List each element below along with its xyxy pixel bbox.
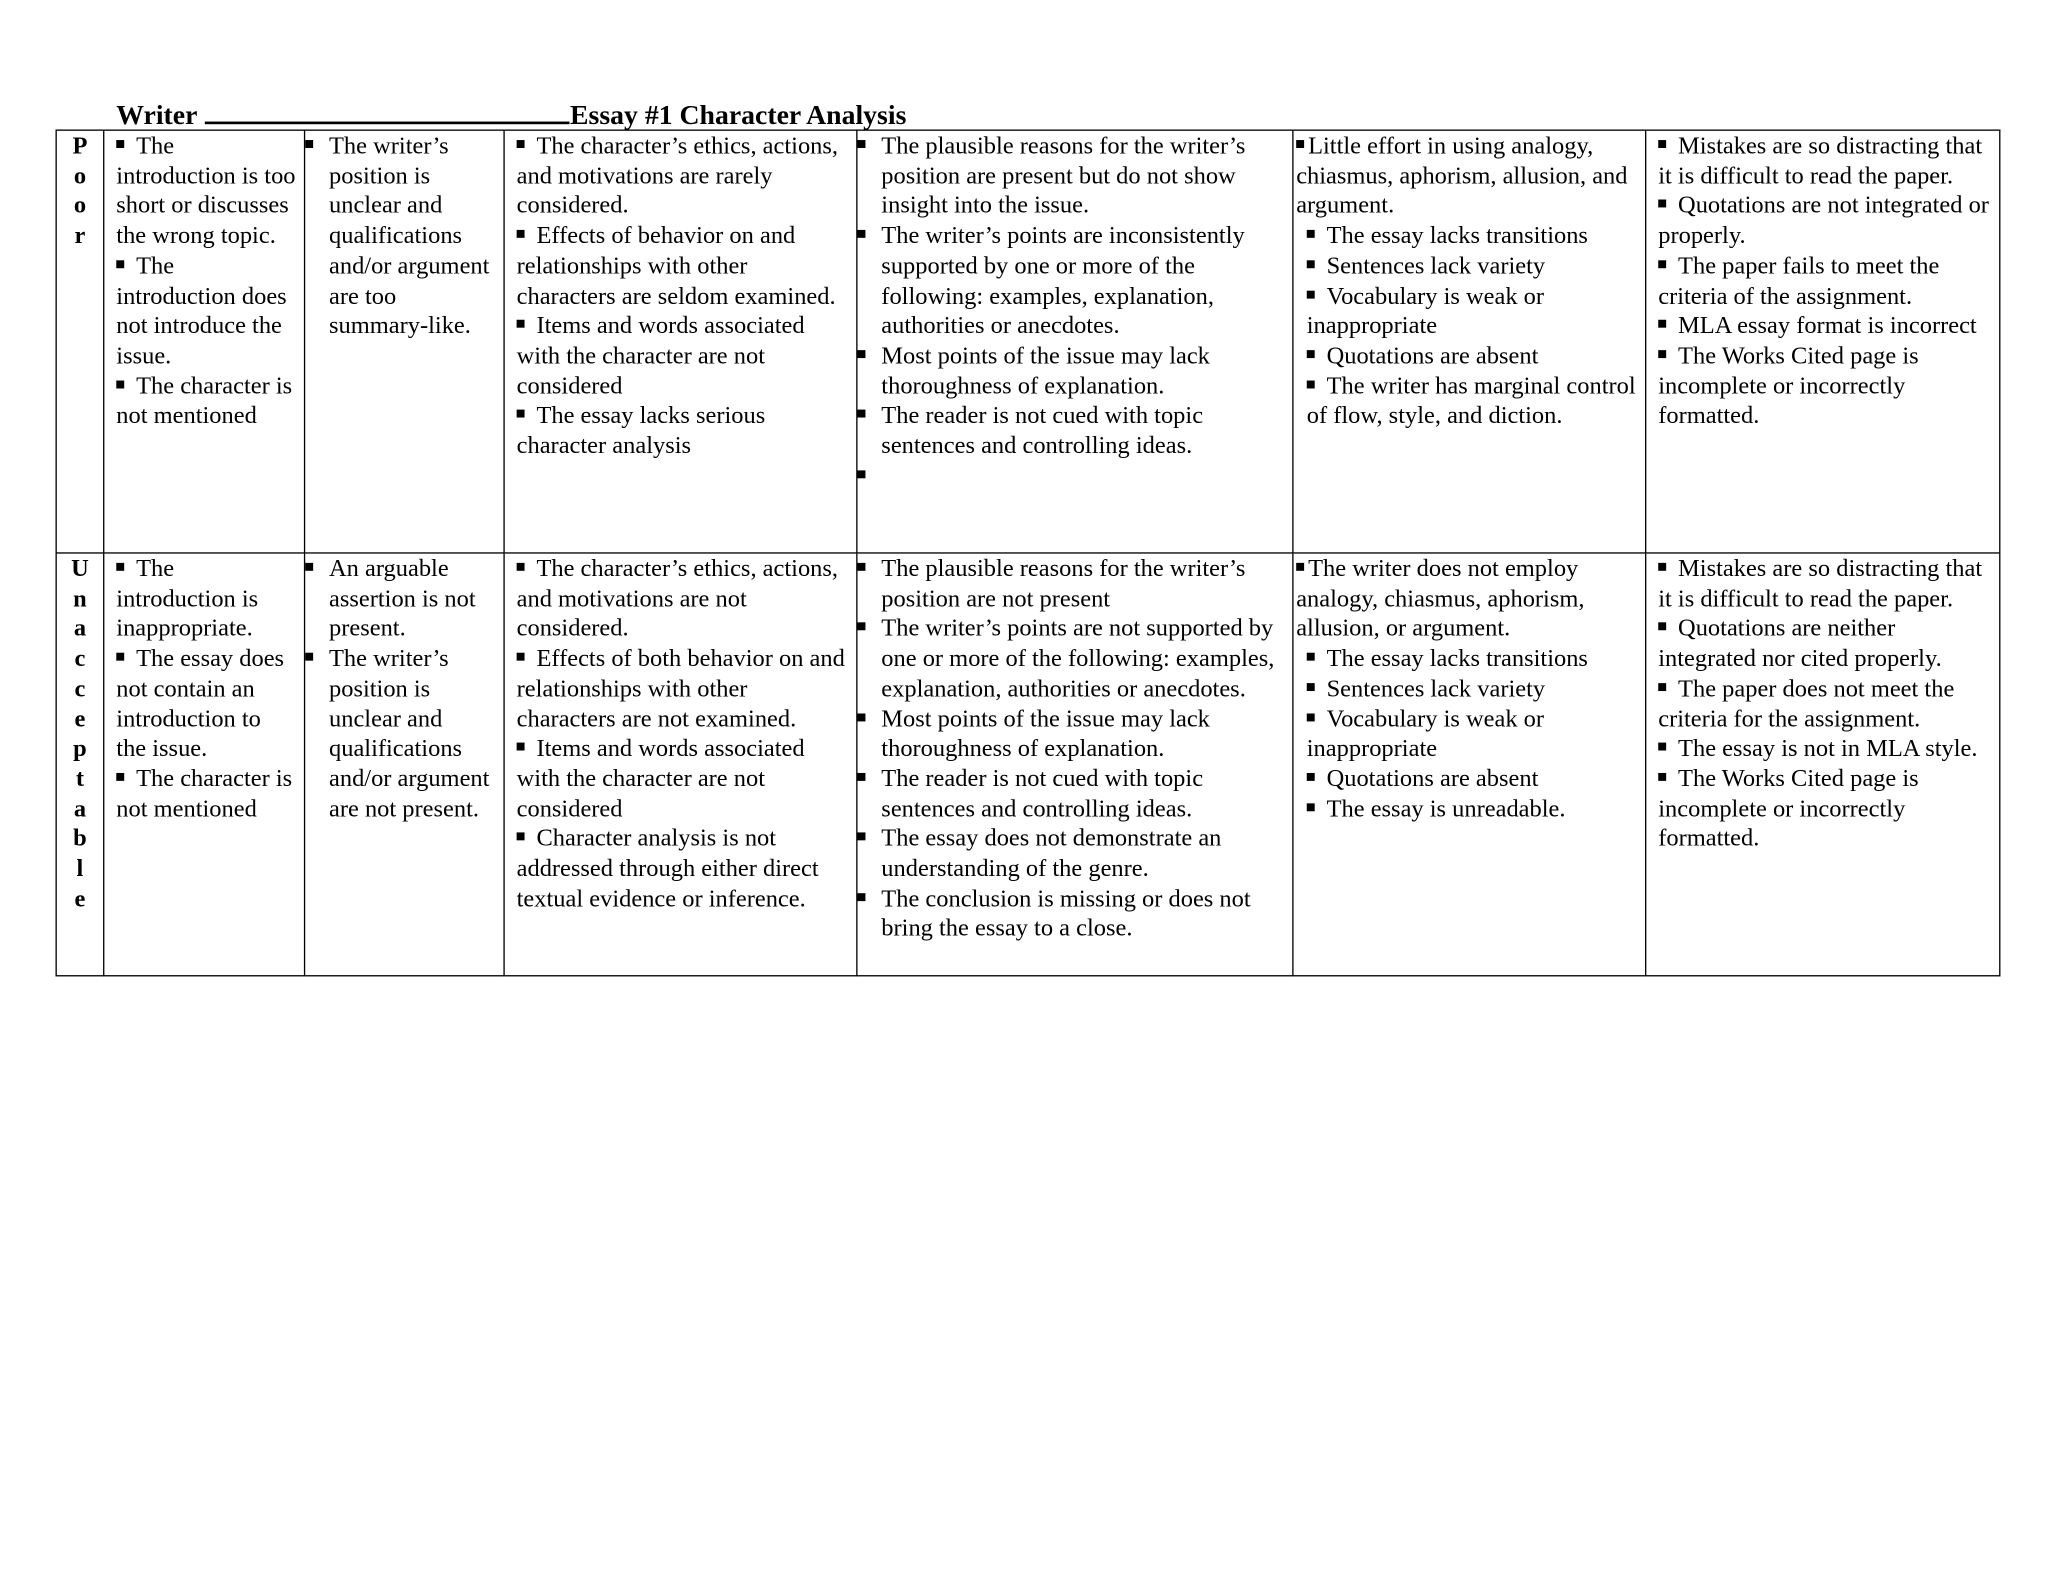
bullet-square-icon [1307,380,1315,388]
bullet-square-icon [1658,200,1666,208]
bullet-square-icon [858,410,866,418]
criterion-item: The character’s ethics, actions, and motivations are rarely considered. [516,133,839,220]
criterion-item: The essay is unreadable. [1296,795,1637,825]
criterion-item: The essay lacks transitions [1296,645,1637,675]
rubric-row-poor [56,130,2000,553]
cell-support [857,553,1293,976]
bullet-square-icon [517,230,525,238]
rubric-header [116,98,906,131]
bullet-square-icon [858,470,866,478]
level-letter: a [73,616,87,643]
criterion-item: The Works Cited page is incomplete or incorrectly formatted. [1658,766,1919,853]
criterion-item: Quotations are absent [1296,765,1637,795]
bullet-square-icon [1658,743,1666,751]
bullet-square-icon [517,743,525,751]
cell-style [1293,553,1646,976]
bullet-square-icon [116,653,124,661]
criterion-item: The introduction does not introduce the issue. [116,253,287,370]
bullet-square-icon [517,653,525,661]
bullet-square-icon [1307,683,1315,691]
criterion-item: The introduction is too short or discusses the wrong topic. [116,133,296,250]
bullet-square-icon [1658,683,1666,691]
bullet-square-icon [1658,563,1666,571]
level-letter: c [74,646,86,673]
criterion-item: The writer does not employ analogy, chiasmus, aphorism, allusion, or argument. [1296,556,1585,643]
criterion-item: The plausible reasons for the writer’s position are not present [881,555,1284,615]
level-letter: t [75,766,85,793]
cell-position [305,553,505,976]
criterion-item: Quotations are absent [1296,342,1637,372]
level-letter: p [73,736,87,763]
level-letter: c [74,676,86,703]
criterion-item: Sentences lack variety [1296,675,1637,705]
criterion-item: The essay is not in MLA style. [1658,735,1991,765]
level-letter: P [72,133,88,160]
bullet-square-icon [116,380,124,388]
cell-mechanics [1646,130,2000,553]
criterion-item: The essay does not demonstrate an understanding of the genre. [881,825,1284,885]
criterion-item: The essay lacks serious character analysis [516,403,766,460]
criterion-item: Effects of both behavior on and relationships with other characters are not examined. [516,646,845,733]
criterion-item: Quotations are neither integrated nor cited properly. [1658,616,1942,673]
criterion-item: The essay lacks transitions [1296,222,1637,252]
criterion-item: The paper does not meet the criteria for the assignment. [1658,676,1955,733]
level-letter: U [71,556,89,583]
criterion-item: Little effort in using analogy, chiasmus, aphorism, allusion, and argument. [1296,133,1628,220]
level-letter: e [74,886,86,913]
bullet-square-icon [1307,230,1315,238]
cell-introduction [104,553,305,976]
criterion-item: The plausible reasons for the writer’s position are present but do not show insight into the issue. [881,132,1284,222]
writer-name-blank [205,98,570,124]
bullet-square-icon [1658,350,1666,358]
bullet-square-icon [1307,653,1315,661]
rubric-title: Essay #1 Character Analysis [570,99,907,131]
criterion-item: The reader is not cued with topic sentences and controlling ideas. [881,402,1284,462]
bullet-square-icon [1658,623,1666,631]
criterion-item: Mistakes are so distracting that it is difficult to read the paper. [1658,556,1983,613]
level-label-unacceptable [56,553,104,976]
criterion-item: MLA essay format is incorrect [1658,312,1991,342]
bullet-square-icon [1307,803,1315,811]
rubric-row-unacceptable [56,553,2000,976]
criterion-item: An arguable assertion is not present. [329,555,495,645]
bullet-square-icon [305,653,313,661]
bullet-square-icon [305,140,313,148]
criterion-item: Vocabulary is weak or inappropriate [1306,706,1545,763]
bullet-square-icon [116,773,124,781]
criterion-item: The essay does not contain an introduction to the issue. [116,646,285,763]
bullet-square-icon [858,230,866,238]
level-letter: r [74,223,86,250]
criterion-item: The Works Cited page is incomplete or incorrectly formatted. [1658,343,1919,430]
criterion-item: The writer’s points are inconsistently supported by one or more of the following: examples, explanation, authorities or anecdotes. [881,222,1284,342]
rubric-table [55,129,2000,976]
bullet-square-icon [858,713,866,721]
criterion-item: The character’s ethics, actions, and motivations are not considered. [516,556,839,643]
cell-character [504,553,857,976]
criterion-item: Quotations are not integrated or properly. [1658,193,1989,250]
level-letter: a [73,796,87,823]
bullet-square-icon [1658,260,1666,268]
level-letter: o [73,193,87,220]
bullet-square-icon [517,563,525,571]
bullet-square-icon [1296,563,1304,571]
bullet-square-icon [1658,320,1666,328]
criterion-item: The writer’s position is unclear and qualifications and/or argument are too summary-like. [329,132,495,342]
level-letter: o [73,163,87,190]
criterion-item: Character analysis is not addressed through either direct textual evidence or inference. [516,826,819,913]
level-letter: l [76,856,84,883]
criterion-item: Most points of the issue may lack thoroughness of explanation. [881,705,1284,765]
cell-support [857,130,1293,553]
bullet-square-icon [1658,140,1666,148]
criterion-item: The writer has marginal control of flow, style, and diction. [1306,373,1636,430]
level-letter: n [73,586,87,613]
criterion-item: Items and words associated with the character are not considered [516,736,805,823]
criterion-item: The writer’s position is unclear and qualifications and/or argument are not present. [329,645,495,825]
cell-style [1293,130,1646,553]
bullet-square-icon [116,563,124,571]
bullet-square-icon [305,563,313,571]
bullet-square-icon [1296,140,1304,148]
cell-mechanics [1646,553,2000,976]
level-label-poor [56,130,104,553]
writer-label: Writer [116,99,198,131]
criterion-item: Items and words associated with the character are not considered [516,313,805,400]
criterion-item: The introduction is inappropriate. [116,556,259,643]
bullet-square-icon [1307,350,1315,358]
bullet-square-icon [858,623,866,631]
bullet-square-icon [1307,260,1315,268]
criterion-item: Sentences lack variety [1296,252,1637,282]
level-letter: b [73,826,87,853]
bullet-square-icon [517,140,525,148]
bullet-square-icon [858,833,866,841]
cell-position [305,130,505,553]
bullet-square-icon [517,410,525,418]
bullet-square-icon [858,893,866,901]
bullet-square-icon [1658,773,1666,781]
criterion-item: Vocabulary is weak or inappropriate [1306,283,1545,340]
bullet-square-icon [858,563,866,571]
bullet-square-icon [1307,773,1315,781]
criterion-item: The character is not mentioned [116,373,293,430]
bullet-square-icon [1307,713,1315,721]
criterion-item: The character is not mentioned [116,766,293,823]
bullet-square-icon [116,140,124,148]
bullet-square-icon [517,320,525,328]
cell-introduction [104,130,305,553]
criterion-item: The conclusion is missing or does not bring the essay to a close. [881,885,1284,945]
bullet-square-icon [858,773,866,781]
criterion-item-empty [881,462,1284,492]
criterion-item: Mistakes are so distracting that it is difficult to read the paper. [1658,133,1983,190]
criterion-item: Most points of the issue may lack thoroughness of explanation. [881,342,1284,402]
bullet-square-icon [517,833,525,841]
criterion-item: Effects of behavior on and relationships with other characters are seldom examined. [516,223,836,310]
bullet-square-icon [858,140,866,148]
level-letter: e [74,706,86,733]
criterion-item: The paper fails to meet the criteria of the assignment. [1658,253,1940,310]
cell-character [504,130,857,553]
criterion-item: The reader is not cued with topic sentences and controlling ideas. [881,765,1284,825]
bullet-square-icon [1307,290,1315,298]
bullet-square-icon [858,350,866,358]
bullet-square-icon [116,260,124,268]
criterion-item: The writer’s points are not supported by one or more of the following: examples, explanation, authorities or anecdotes. [881,615,1284,705]
